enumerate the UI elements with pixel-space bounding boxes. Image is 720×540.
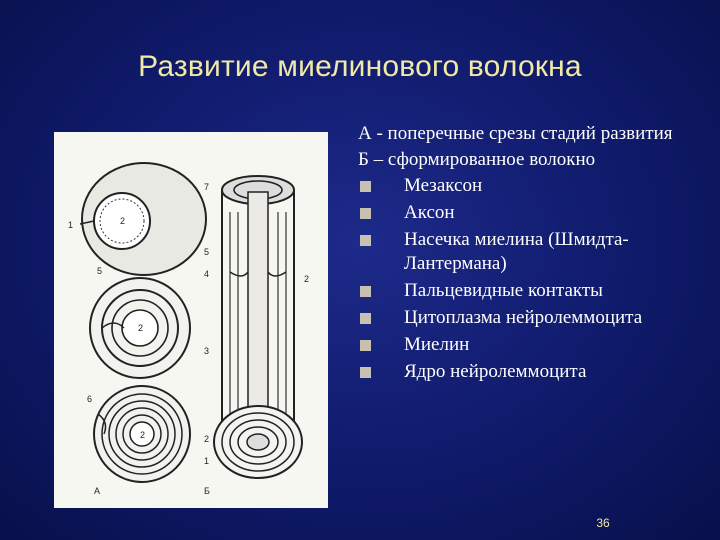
label-left-6: 6 <box>87 394 93 404</box>
list-item <box>358 333 708 357</box>
label-right-2a: 2 <box>304 274 310 284</box>
label-right-3: 3 <box>204 346 210 356</box>
list-item-text: Мезаксон <box>404 175 483 196</box>
intro-line-a: А - поперечные срезы стадий развития <box>358 123 673 144</box>
square-bullet-icon <box>360 340 371 351</box>
label-left-1: 1 <box>68 220 74 230</box>
label-right-1: 1 <box>204 456 210 466</box>
list-item <box>358 306 708 330</box>
list-item <box>358 174 708 198</box>
square-bullet-icon <box>360 181 371 192</box>
label-right-5: 5 <box>204 247 210 257</box>
label-right-4: 4 <box>204 269 210 279</box>
square-bullet-icon <box>360 313 371 324</box>
cross-section-stage-1 <box>80 163 206 275</box>
square-bullet-icon <box>360 367 371 378</box>
formed-fiber <box>214 176 302 478</box>
label-left-5: 5 <box>97 266 103 276</box>
list-item-text: Ядро нейролеммоцита <box>404 361 587 382</box>
label-right-B: Б <box>204 486 210 496</box>
list-item <box>358 360 708 384</box>
myelin-diagram <box>54 132 328 508</box>
page-number: 36 <box>596 516 610 530</box>
list-item <box>358 201 708 225</box>
square-bullet-icon <box>360 208 371 219</box>
list-item <box>358 279 708 303</box>
square-bullet-icon <box>360 286 371 297</box>
label-left-2c: 2 <box>140 430 146 440</box>
label-left-2a: 2 <box>120 216 126 226</box>
list-item-text: Насечка миелина (Шмидта-Лантермана) <box>404 229 629 274</box>
list-item-text: Цитоплазма нейролеммоцита <box>404 307 643 328</box>
list-item-text: Пальцевидные контакты <box>404 280 603 301</box>
legend-list <box>358 174 708 384</box>
label-right-2b: 2 <box>204 434 210 444</box>
legend-text <box>358 122 708 387</box>
label-left-2b: 2 <box>138 323 144 333</box>
label-left-A: А <box>94 486 101 496</box>
label-right-7: 7 <box>204 182 210 192</box>
slide-title: Развитие миелинового волокна <box>138 50 582 83</box>
square-bullet-icon <box>360 235 371 246</box>
list-item-text: Миелин <box>404 334 470 355</box>
myelin-fiber-illustration <box>54 132 328 508</box>
list-item <box>358 228 708 276</box>
list-item-text: Аксон <box>404 202 455 223</box>
intro-line-b: Б – сформированное волокно <box>358 149 596 170</box>
